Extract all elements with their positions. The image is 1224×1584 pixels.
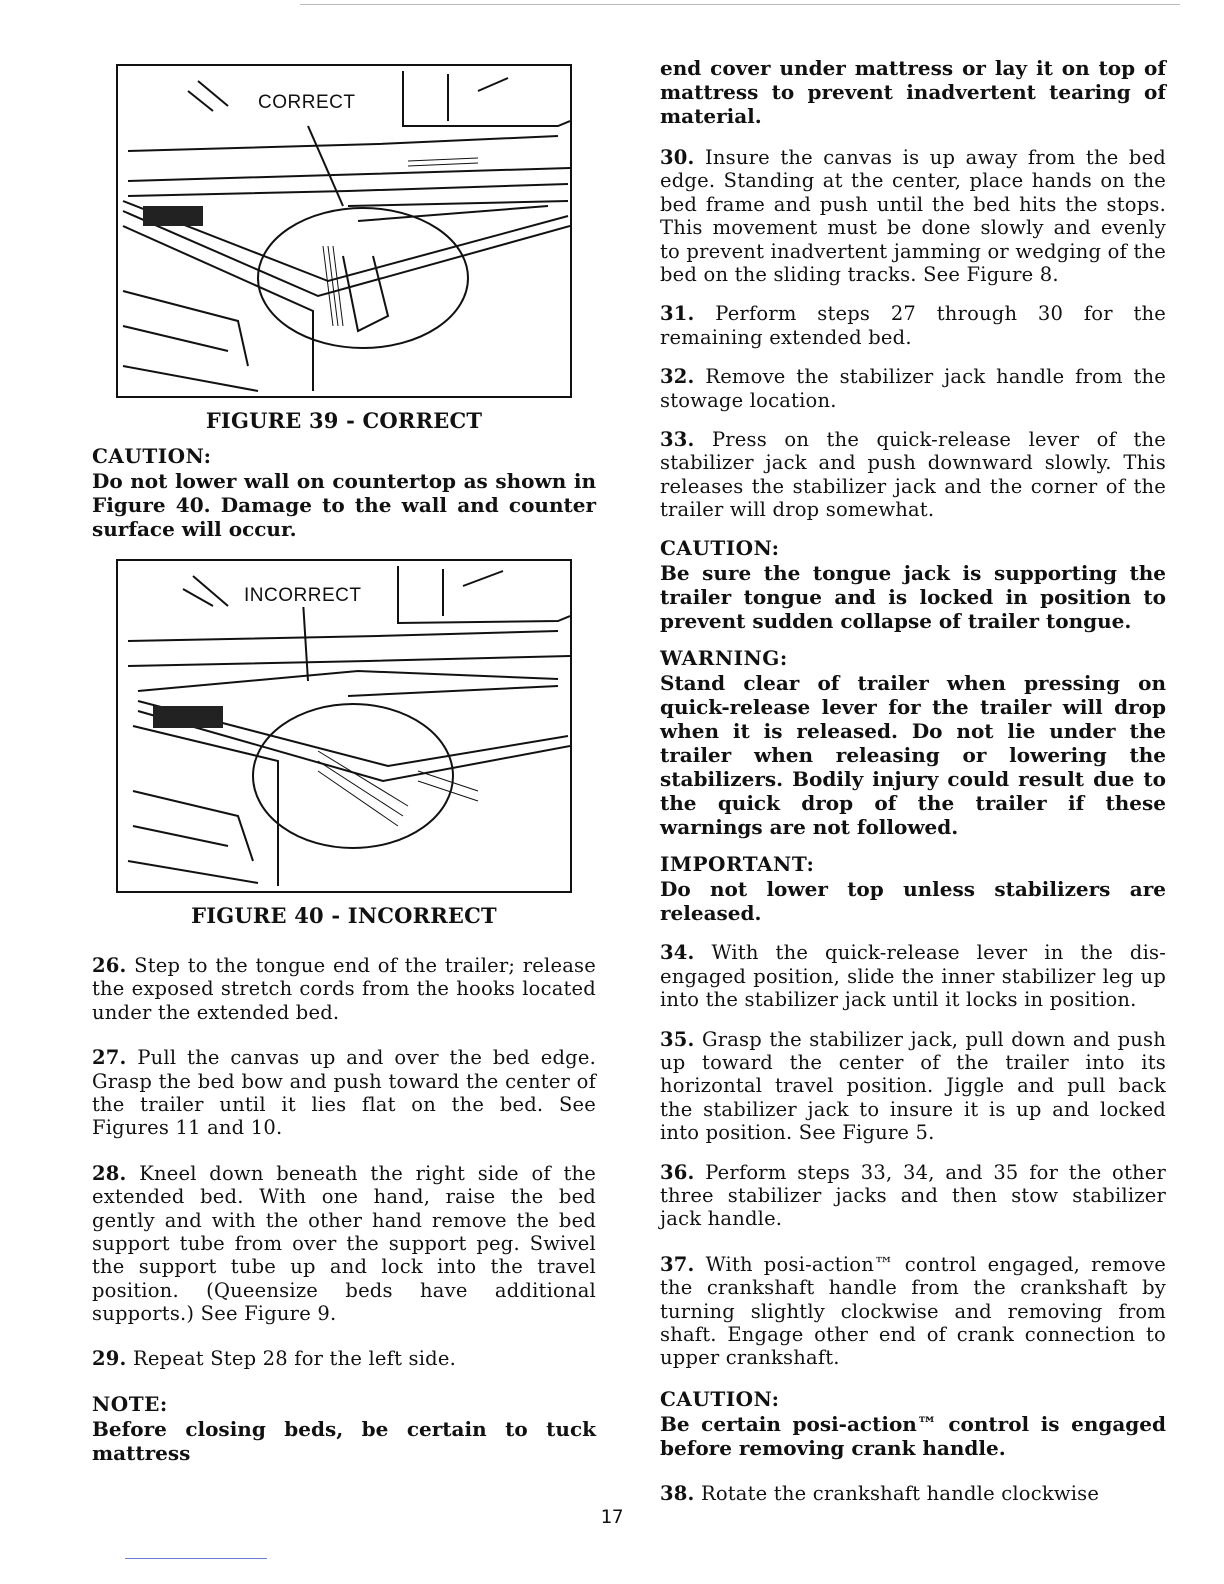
page-number: 17 (600, 1506, 624, 1528)
note-block (92, 1393, 596, 1465)
right-column (660, 56, 1166, 1505)
figure-40-caption: FIGURE 40 - INCORRECT (191, 903, 497, 928)
caution-block-3 (660, 1388, 1166, 1460)
figure-39 (116, 64, 572, 398)
step-32: 32. Remove the stabilizer jack handle from the stowage location. (660, 365, 1166, 412)
step-37: 37. With posi-action™ control engaged, remove the crankshaft handle from the crankshaft by turning slightly clockwise and removing from shaft. Engage other end of crank connection to upper crankshaft. (660, 1252, 1166, 1370)
warning-block (660, 647, 1166, 839)
left-steps (92, 954, 596, 1371)
bed-incorrect-drawing (118, 561, 570, 891)
figure-40-callout: INCORRECT (244, 585, 362, 606)
step-31: 31. Perform steps 27 through 30 for the remaining extended bed. (660, 302, 1166, 349)
step-29: 29. Repeat Step 28 for the left side. (92, 1347, 456, 1371)
warning-text: Stand clear of trailer when pressing on quick-release lever for the trailer will drop when it is released. Do not lie under the trailer when releasing or lowering the stabilizers. Bodily injury could result due to the quick drop of the trailer if these warnings are not followed. (660, 671, 1166, 840)
step-30: 30. Insure the canvas is up away from the bed edge. Standing at the center, place hands on the bed frame and push until the bed hits the stops. This movement must be done slowly and evenly to prevent inadvertent jamming or wedging of the bed on the sliding tracks. See Figure 8. (660, 146, 1166, 286)
warning-label: WARNING: (660, 646, 788, 671)
caution-block-1 (92, 445, 596, 541)
figure-39-callout: CORRECT (258, 92, 356, 113)
caution-label: CAUTION: (660, 536, 780, 561)
caution-text: Be certain posi-action™ control is engaged before removing crank handle. (660, 1411, 1166, 1460)
important-text: Do not lower top unless stabilizers are released. (660, 877, 1166, 926)
step-26: 26. Step to the tongue end of the trailer; release the exposed stretch cords from the hooks located under the extended bed. (92, 954, 596, 1024)
note-label: NOTE: (92, 1391, 168, 1416)
step-36: 36. Perform steps 33, 34, and 35 for the other three stabilizer jacks and then stow stabilizer jack handle. (660, 1160, 1167, 1231)
step-33: 33. Press on the quick-release lever of the stabilizer jack and push downward slowly. This releases the stabilizer jack and the corner of the trailer will drop somewhat. (660, 427, 1166, 522)
figure-39-caption: FIGURE 39 - CORRECT (205, 408, 483, 433)
right-steps-a (660, 146, 1166, 521)
caution-text: Be sure the tongue jack is supporting the trailer tongue and is locked in position to prevent sudden collapse of trailer tongue. (660, 561, 1166, 634)
right-steps-b (660, 941, 1166, 1369)
step-38: 38. Rotate the crankshaft handle clockwise (660, 1481, 1100, 1505)
step-35: 35. Grasp the stabilizer jack, pull down and push up toward the center of the trailer into its horizontal travel position. Jiggle and pull back the stabilizer jack to insure it is up and locked into position. See Figure 5. (660, 1027, 1166, 1145)
step-28: 28. Kneel down beneath the right side of the extended bed. With one hand, raise the bed gently and with the other hand remove the bed support tube from over the support peg. Swivel the support tube up and lock into the travel position. (Queensize beds have additional supports.) See Figure 9. (92, 1161, 596, 1326)
scan-artifact-top (300, 4, 1180, 5)
caution-text: Do not lower wall on countertop as shown in Figure 40. Damage to the wall and counter surface will occur. (92, 469, 596, 541)
important-block (660, 853, 1166, 925)
caution-block-2 (660, 537, 1166, 633)
caution-label: CAUTION: (660, 1386, 780, 1411)
figure-40-illustration (116, 559, 572, 893)
bed-correct-drawing (118, 66, 570, 396)
figure-40 (116, 559, 572, 893)
continued-note-text: end cover under mattress or lay it on top of mattress to prevent inadvertent tearing of material. (660, 56, 1166, 128)
scan-artifact-bottom (125, 1558, 267, 1559)
left-column (92, 56, 596, 1465)
step-27: 27. Pull the canvas up and over the bed edge. Grasp the bed bow and push toward the center of the trailer until it lies flat on the bed. See Figures 11 and 10. (92, 1046, 596, 1140)
note-text: Before closing beds, be certain to tuck mattress (92, 1416, 596, 1465)
figure-39-illustration (116, 64, 572, 398)
important-label: IMPORTANT: (660, 852, 815, 877)
caution-label: CAUTION: (92, 444, 212, 468)
step-34: 34. With the quick-release lever in the dis-engaged position, slide the inner stabilizer leg up into the stabilizer jack until it locks in position. (660, 941, 1166, 1012)
